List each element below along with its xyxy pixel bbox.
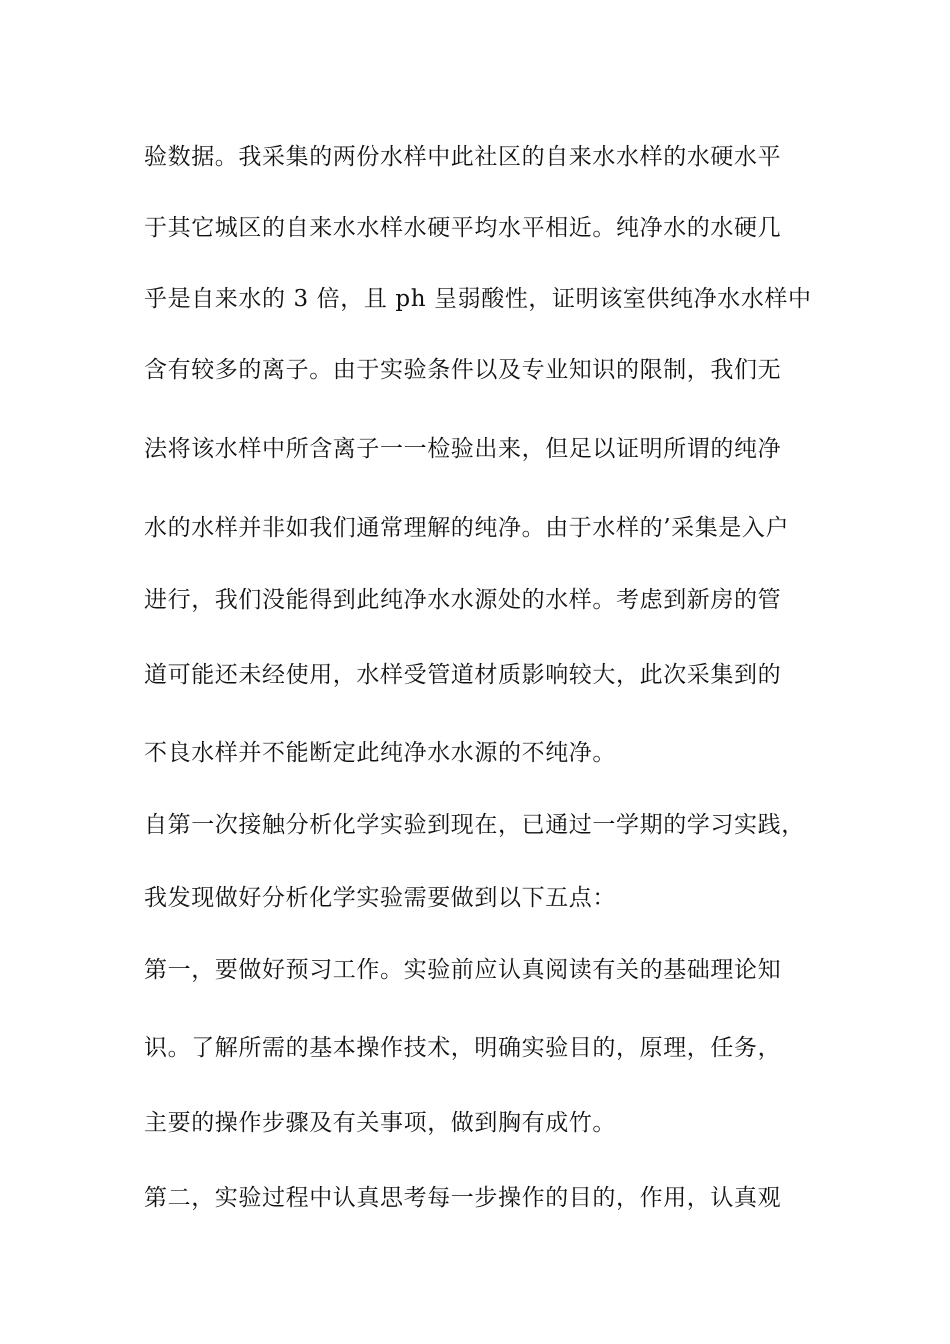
text-line: 水的水样并非如我们通常理解的纯净。由于水样的’采集是入户 <box>144 515 790 541</box>
text-line: 识。了解所需的基本操作技术，明确实验目的，原理，任务， <box>144 1035 782 1061</box>
paragraph-start-line: 自第一次接触分析化学实验到现在，已通过一学期的学习实践， <box>144 812 805 838</box>
text-line: 我发现做好分析化学实验需要做到以下五点： <box>144 885 616 911</box>
text-line: 主要的操作步骤及有关事项，做到胸有成竹。 <box>144 1110 616 1136</box>
text-line: 法将该水样中所含离子一一检验出来，但足以证明所谓的纯净 <box>144 436 782 462</box>
text-line: 不良水样并不能断定此纯净水水源的不纯净。 <box>144 740 616 766</box>
paragraph-start-line: 第二，实验过程中认真思考每一步操作的目的，作用，认真观 <box>144 1185 782 1211</box>
text-line: 验数据。我采集的两份水样中此社区的自来水水样的水硬水平 <box>144 144 782 170</box>
text-line: 乎是自来水的 3 倍，且 ph 呈弱酸性，证明该室供纯净水水样中 <box>144 286 812 312</box>
text-line: 于其它城区的自来水水样水硬平均水平相近。纯净水的水硬几 <box>144 215 782 241</box>
text-line: 含有较多的离子。由于实验条件以及专业知识的限制，我们无 <box>144 357 782 383</box>
text-line: 进行，我们没能得到此纯净水水源处的水样。考虑到新房的管 <box>144 587 782 613</box>
paragraph-start-line: 第一，要做好预习工作。实验前应认真阅读有关的基础理论知 <box>144 957 782 983</box>
text-line: 道可能还未经使用，水样受管道材质影响较大，此次采集到的 <box>144 662 782 688</box>
